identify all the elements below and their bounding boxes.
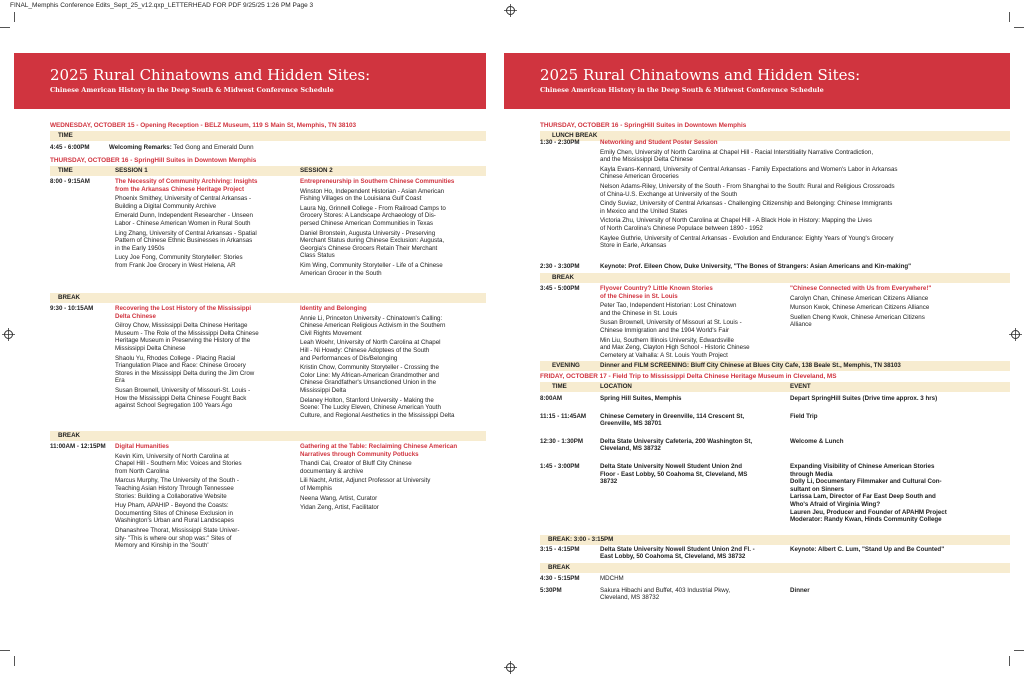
presentation-line: sity- "This is where our shop was:" Sites of [115,534,232,542]
presentation [600,217,898,232]
session-title: from the Arkansas Chinese Heritage Project [115,185,245,193]
presentation [300,364,454,394]
right-schedule [504,109,1010,605]
session-2 [300,178,454,277]
row-location [600,395,681,403]
presentation-line: Kim Wing, Community Storyteller - Life of a Chinese [300,261,443,269]
session-title: Digital Humanities [115,443,169,450]
location-line: Cleveland, MS 38732 [600,594,660,602]
presentation-line: Laura Ng, Grinnell College - From Railroad Camps to [300,204,446,212]
crop-mark [0,650,10,651]
slot-1 [50,178,486,293]
presentation [115,502,242,525]
row-location [600,546,755,561]
presentation-line: Thandi Cai, Creator of Bluff City Chinese [300,460,412,468]
location-header: LOCATION [600,383,632,390]
location-line: East Lobby, 50 Coahoma St, Cleveland, MS 38732 [600,553,746,561]
time-header: TIME [552,383,567,390]
presentation-line: in Mexico and the United States [600,207,688,215]
presentation-line: Carolyn Chan, Chinese American Citizens Alliance [790,294,929,302]
row-location [600,587,730,602]
location-line: Spring Hill Suites, Memphis [600,395,682,402]
presentation-line: Victoria Zhu, University of North Carolina at Chapel Hill - A Black Hole in History: Mapping the Lives [600,217,872,225]
left-page [14,53,486,593]
break-label: BREAK [58,432,81,439]
keynote-text: Keynote: Prof. Eileen Chow, Duke University, "The Bones of Strangers: Asian Americans and Kin-making" [600,263,912,270]
schedule-row [50,141,486,155]
presentation-line: Washington's Urban and Rural Landscapes [115,517,234,525]
presentation [115,477,242,500]
session-title: Identity and Belonging [300,305,367,312]
presentation-line: Fishing Villages on the Louisiana Gulf Coast [300,195,422,203]
print-slug: FINAL_Memphis Conference Edits_Sept_25_v12.qxp_LETTERHEAD FOR PDF 9/25/25 1:26 PM Page 3 [10,2,314,9]
break-bar [540,563,1010,573]
presentation [115,254,257,269]
session-2 [300,443,457,512]
presentation [300,460,457,475]
break-bar [540,535,1010,545]
crop-mark [1009,12,1010,22]
row-time: 8:00AM [540,395,563,402]
registration-mark-icon [1009,328,1022,341]
banner-subtitle: Chinese American History in the Deep South & Midwest Conference Schedule [540,86,824,94]
presentation-line: of North Carolina's Chinese Populace between 1890 - 1952 [600,224,763,232]
location-line: Cleveland, MS 38732 [600,445,661,453]
presentation-line: Min Liu, Southern Illinois University, Edwardsville [600,336,735,344]
row-time: 11:15 - 11:45AM [540,412,587,420]
break-bar [540,273,1010,283]
keynote-row [540,546,1010,563]
session-2 [300,305,454,419]
crop-mark [14,656,15,666]
session-title: Delta Chinese [115,312,156,320]
presentation-line: Winston Ho, Independent Historian - Asian American [300,187,445,195]
presentation-line: Civil Rights Movement [300,329,362,337]
presentation-line: Stores in the Mississippi Delta during the Jim Crow [115,369,255,377]
presentation [300,230,454,260]
presentation-line: Emily Chen, University of North Carolina at Chapel Hill - Racial Interstitiality Narrative Contradiction, [600,148,874,156]
day-header: THURSDAY, OCTOBER 16 - SpringHill Suites in Downtown Memphis [540,122,747,129]
row-event [109,144,254,152]
presentation [300,188,454,203]
keynote-row [540,263,1010,273]
presentation-line: and the Chinese in St. Louis [600,309,678,317]
location-line: Chinese Cemetery in Greenville, 114 Crescent St, [600,412,745,420]
session-title: Networking and Student Poster Session [600,139,718,146]
presentation-line: Color Line: My African-American Grandmother and [300,371,439,379]
row-event [790,395,937,403]
event-line: sultant on Sinners [790,485,844,493]
session-title: "Chinese Connected with Us from Everywhere!" [790,285,932,292]
presentation-line: Culture, and Regional Aesthetics in the Mississippi Delta [300,411,455,419]
presentation-line: Peter Tao, Independent Historian: Lost Chinatown [600,302,737,310]
presentation-line: Marcus Murphy, The University of the South - [115,477,239,485]
break-label: BREAK: 3:00 - 3:15PM [548,535,614,543]
presentation [600,337,750,360]
presentation-line: Suellen Cheng Kwok, Chinese American Citizens [790,313,925,321]
row-event [790,463,947,524]
schedule-row [540,395,1010,410]
right-banner [504,53,1010,109]
row-time: 1:30 - 2:30PM [540,139,580,146]
presentation-line: Kaylee Guthrie, University of Central Arkansas - Evolution and Endurance: Eighty Years of Young's Grocery [600,234,894,242]
evening-bar [540,361,1010,371]
presentation-line: Merchant Status during Chinese Exclusion: Augusta, [300,237,445,245]
presentation-line: Labor - Chinese American Women in Rural South [115,219,251,227]
presentation-line: Pattern of Chinese Ethnic Businesses in Arkansas [115,237,253,245]
presentation-line: Chapel Hill - Southern Mix: Voices and Stories [115,460,242,468]
event-header: EVENT [790,383,811,390]
presentation-line: Leah Woehr, University of North Carolina at Chapel [300,339,441,347]
session-1 [600,285,750,359]
presentation [115,212,257,227]
registration-mark-icon [504,661,517,674]
presentation [600,149,898,164]
event-line: Depart SpringHill Suites (Drive time approx. 3 hrs) [790,395,938,402]
poster-row [540,139,1010,263]
presentation-line: persed Chinese American Communities in Texas [300,219,433,227]
session-title: Narratives through Community Potlucks [300,450,419,458]
presentation-line: Kevin Kim, University of North Carolina at [115,452,229,460]
presentation [300,205,454,228]
presentation-line: Triangulation Place and Race: Chinese Grocery [115,362,246,370]
presentation-line: Lili Nacht, Artist, Adjunct Professor at University [300,477,431,485]
presentation-line: Scene: The Lucky Eleven, Chinese American Youth [300,404,441,412]
event-line: through Media [790,470,833,478]
presentation [600,235,898,250]
presentation-line: How the Mississippi Delta Chinese Fought Back [115,394,247,402]
session-title: Recovering the Lost History of the Mississippi [115,305,252,312]
row-time: 5:30PM [540,586,562,594]
presentation-line: Dhanashree Thorat, Mississippi State Univer- [115,526,240,534]
row-location [600,438,752,453]
slot-3 [50,443,486,593]
presentation-line: Era [115,377,125,385]
presentation-line: Grocery Stores: A Landscape Archaeology of Dis- [300,212,436,220]
break-label: BREAK [548,563,571,571]
presentation-line: Hill - Ni Howdy: Chinese Adoptees of the South [300,346,430,354]
presentation-line: from Frank Joe Grocery in West Helena, AR [115,261,236,269]
presentation-line: Chinese American Religious Activism in the Southern [300,322,446,330]
row-time: 4:45 - 6:00PM [50,144,90,151]
presentation [600,166,898,181]
presentation-line: from North Carolina [115,467,169,475]
presentation-line: Delaney Holton, Stanford University - Making the [300,396,434,404]
presentation-line: and Performances of Dis/Belonging [300,354,398,362]
row-event: Dinner [790,586,810,594]
presentation-line: Cindy Suviaz, University of Central Arkansas - Challenging Citizenship and Belonging: Chinese Immigrants [600,200,893,208]
session-1 [115,305,259,410]
presentation-line: Phoenix Smithey, University of Central Arkansas - [115,195,252,203]
session-1 [115,178,257,270]
presentation-line: American Grocer in the South [300,269,382,277]
row-location [600,463,747,486]
presentation [600,302,750,317]
break-bar [50,431,486,441]
presentation-line: Kayla Evans-Kennard, University of Central Arkansas - Family Expectations and Women's Labor in Arkansas [600,165,898,173]
presentation-line: Daniel Bronstein, Augusta University - Preserving [300,229,436,237]
day-header: FRIDAY, OCTOBER 17 - Field Trip to Mississippi Delta Chinese Heritage Museum in Cleveland, MS [540,373,837,380]
presentation-line: Annie Li, Princeton University - Chinatown's Calling: [300,314,443,322]
crop-mark [0,27,10,28]
presentation-line: Gilroy Chow, Mississippi Delta Chinese Heritage [115,322,248,330]
presentation [300,504,457,512]
slot-2 [50,305,486,431]
location-line: Delta State University Nowell Student Union 2nd [600,462,742,470]
event-line: Lauren Jeu, Producer and Founder of APAHM Project [790,508,947,516]
row-time: 1:45 - 3:00PM [540,462,580,470]
presentation [300,262,454,277]
schedule-row [540,575,1010,587]
presentation-line: Susan Brownell, University of Missouri at St. Louis - [600,319,742,327]
row-location [600,413,744,428]
location-line: 38732 [600,478,618,486]
slot-row [540,285,1010,361]
presentation-line: Documenting Sites of Chinese Exclusion in [115,509,233,517]
presentation-line: Class Status [300,252,335,260]
presentation [790,314,931,329]
presentation [115,355,259,385]
presentation-line: of China-U.S. Exchange at University of the South [600,190,738,198]
banner-title: 2025 Rural Chinatowns and Hidden Sites: [50,66,371,84]
presentation-line: Huy Pham, APAHIP - Beyond the Coasts: [115,502,229,510]
presentation-line: Chinese American Groceries [600,173,679,181]
schedule-row [540,463,1010,531]
row-time: 8:00 - 9:15AM [50,178,90,185]
presentation-line: Munson Kwok, Chinese American Citizens Alliance [790,304,930,312]
presentation-line: Ling Zhang, University of Central Arkansas - Spatial [115,229,257,237]
crop-mark [14,12,15,22]
presentation [790,295,931,303]
row-time: 9:30 - 10:15AM [50,305,94,312]
location-line: Sakura Hibachi and Buffet, 403 Industrial Pkwy, [600,586,731,594]
presentation-line: Teaching Asian History Through Tennessee [115,484,234,492]
session-title: Entrepreneurship in Southern Chinese Communities [300,178,455,185]
presentation-line: Cemetery at Valhalla: A St. Louis Youth Project [600,351,728,359]
presentation-line: Mississippi Delta [300,386,347,394]
presentation [300,397,454,420]
presentation [115,527,242,550]
presentation [115,322,259,352]
session-2 [790,285,931,329]
presentation-line: Chinese Grandfather's Unsanctioned Union in the [300,379,437,387]
presentation-line: in the Early 1950s [115,244,165,252]
left-banner [14,53,486,109]
row-time: 3:45 - 5:00PM [540,285,580,292]
banner-subtitle: Chinese American History in the Deep South & Midwest Conference Schedule [50,86,334,94]
evening-text: Dinner and FILM SCREENING: Bluff City Chinese at Blues City Cafe, 138 Beale St., Memphis, TN 38103 [600,362,901,369]
presentation [600,319,750,334]
presentation [300,339,454,362]
crop-mark [1014,650,1024,651]
event-line: Field Trip [790,412,818,420]
presentation-line: Susan Brownell, University of Missouri-St. Louis - [115,386,251,394]
presentation-line: Nelson Adams-Riley, University of the South - From Shanghai to the South: Rural and Religious Crossroads [600,182,895,190]
location-line: Greenville, MS 38701 [600,420,662,428]
event-line: Larissa Lam, Director of Far East Deep South and [790,493,936,501]
presentation [600,200,898,215]
presentation-line: documentary & archive [300,467,364,475]
presentation-line: Georgia's Chinese Grocers Retain Their Merchant [300,244,438,252]
row-time: 2:30 - 3:30PM [540,263,580,270]
presentation-line: Alliance [790,321,812,329]
day-header: WEDNESDAY, OCTOBER 15 - Opening Reception - BELZ Museum, 119 S Main St, Memphis, TN 38103 [50,122,357,129]
session-title: of the Chinese in St. Louis [600,292,678,300]
right-page [504,53,1010,605]
time-header: TIME [58,167,73,174]
presentation-line: of Memphis [300,484,332,492]
location-line: Floor - East Lobby, 50 Coahoma St, Cleveland, MS [600,470,748,478]
lunch-label: LUNCH BREAK [552,132,598,139]
presentation [790,304,931,312]
presentation [600,183,898,198]
session1-header: SESSION 1 [115,167,148,174]
time-header: TIME [58,132,73,139]
schedule-row [540,413,1010,435]
registration-mark-icon [504,4,517,17]
row-time: 3:15 - 4:15PM [540,545,580,553]
event-line: Who's Afraid of Virginia Wing? [790,500,881,508]
presentation-line: Building a Digital Community Archive [115,202,217,210]
header-bar [50,131,486,141]
row-time: 12:30 - 1:30PM [540,437,583,445]
location-line: Delta State University Nowell Student Union 2nd Fl. - [600,545,755,553]
break-label: BREAK [552,274,575,281]
left-schedule [14,109,486,593]
row-time: 11:00AM - 12:15PM [50,443,106,450]
friday-rows [540,395,1010,531]
presentation-line: against School Segregation 100 Years Ago [115,402,233,410]
presentation [115,230,257,253]
presentation-line: Neena Wang, Artist, Curator [300,494,378,502]
presentation [300,315,454,338]
presentation-line: and the Mississippi Delta Chinese [600,156,693,164]
presentation-line: Lucy Joe Fong, Community Storyteller: Stories [115,254,243,262]
row-location: MDCHM [600,574,624,582]
event-text: Ted Gong and Emerald Dunn [171,144,254,151]
row-event [790,438,844,446]
event-line: Welcome & Lunch [790,437,844,445]
location-line: Delta State University Cafeteria, 200 Washington St, [600,437,753,445]
presentation-line: Kristin Chow, Community Storyteller - Crossing the [300,364,439,372]
presentation-line: Memory and Kinship in the 'South' [115,542,209,550]
event-line: Moderator: Randy Kwan, Hinds Community College [790,516,942,524]
session-title: The Necessity of Community Archiving: Insights [115,178,258,185]
event-label: Welcoming Remarks: [109,144,172,151]
row-event [790,413,818,421]
poster-session [600,139,898,250]
presentation-line: Yidan Zeng, Artist, Facilitator [300,504,379,512]
presentation [115,453,242,476]
session2-header: SESSION 2 [300,167,333,174]
presentation-line: Store in Earle, Arkansas [600,242,667,250]
presentation-line: Emerald Dunn, Independent Researcher - Unseen [115,212,253,220]
session-1 [115,443,242,550]
crop-mark [1009,656,1010,666]
keynote-text: Keynote: Albert C. Lum, "Stand Up and Be Counted" [790,545,945,553]
event-line: Dolly Li, Documentary Filmmaker and Cultural Con- [790,478,942,486]
presentation-line: Museum - The Role of the Mississippi Delta Chinese [115,329,259,337]
session-title: Flyover Country? Little Known Stories [600,285,713,292]
presentation-line: Heritage Museum in Preserving the History of the [115,337,251,345]
banner-title: 2025 Rural Chinatowns and Hidden Sites: [540,66,861,84]
presentation [300,495,457,503]
presentation [115,387,259,410]
break-bar [50,293,486,303]
evening-label: EVENING [552,362,580,369]
presentation-line: Stories: Building a Collaborative Website [115,492,227,500]
crop-mark [1014,27,1024,28]
break-label: BREAK [58,294,81,301]
presentation-line: and Max Zeng, Clayton High School - Historic Chinese [600,344,750,352]
presentation-line: Mississippi Delta Chinese [115,344,186,352]
presentation [300,477,457,492]
day-header: THURSDAY, OCTOBER 16 - SpringHill Suites in Downtown Memphis [50,157,257,164]
schedule-row [540,438,1010,460]
presentation-line: Chinese Immigration and the 1904 World's Fair [600,326,730,334]
row-time: 4:30 - 5:15PM [540,574,580,582]
event-line: Expanding Visibility of Chinese American Stories [790,462,935,470]
header-bar [50,166,486,176]
session-title: Gathering at the Table: Reclaiming Chinese American [300,443,458,450]
header-bar [540,382,1010,392]
presentation-line: Shaolu Yu, Rhodes College - Placing Racial [115,354,236,362]
schedule-row [540,587,1010,605]
presentation [115,195,257,210]
